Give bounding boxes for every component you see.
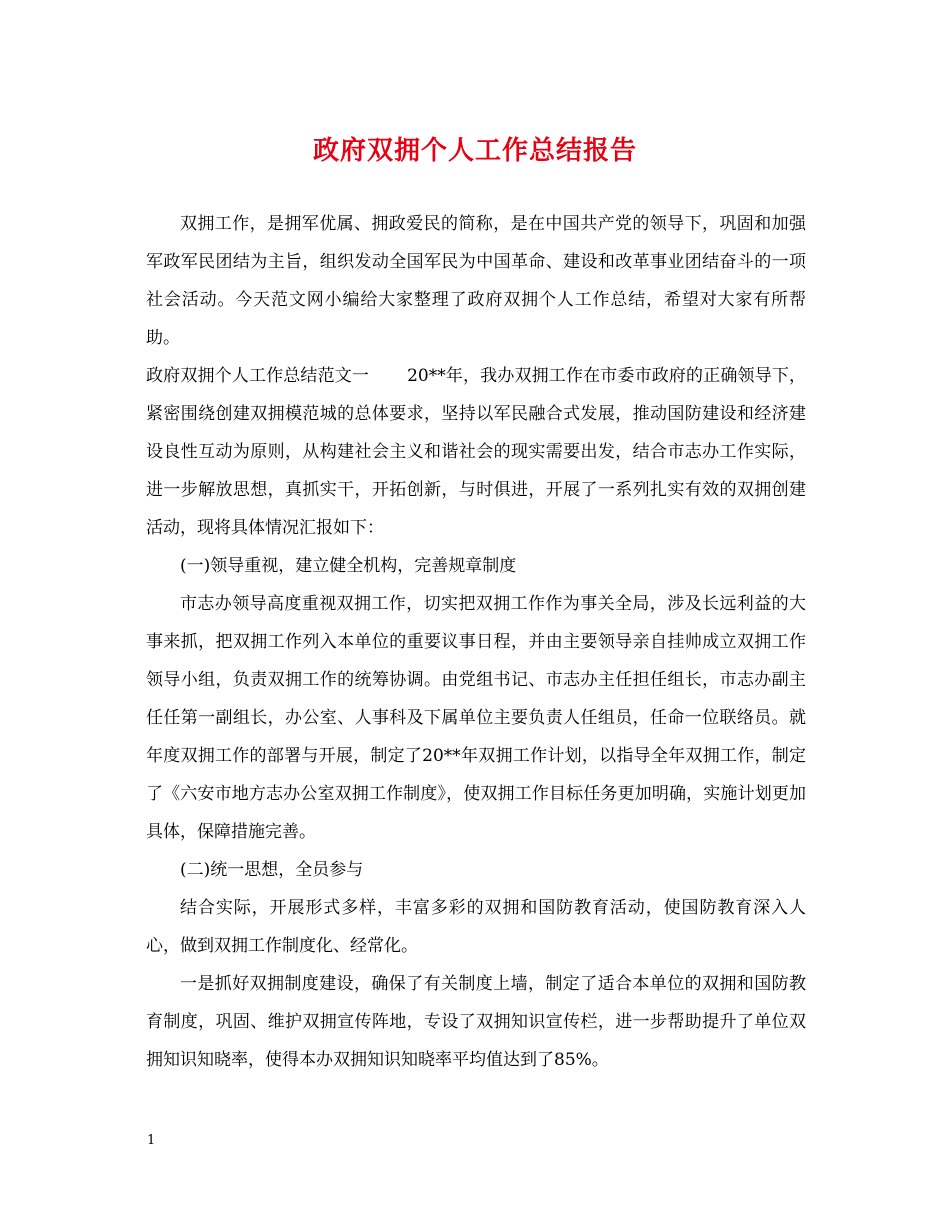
intro-paragraph: 双拥工作，是拥军优属、拥政爱民的简称，是在中国共产党的领导下，巩固和加强军政军民团结为主旨，组织发动全国军民为中国革命、建设和改革事业团结奋斗的一项社会活动。今天范文网小编给大家整理了政府双拥个人工作总结，希望对大家有所帮助。 — [146, 214, 806, 348]
document-body — [146, 205, 806, 1079]
sample-heading: 政府双拥个人工作总结范文一 — [146, 366, 370, 386]
page-number: 1 — [147, 1133, 156, 1148]
sample-opening-text: 20**年，我办双拥工作在市委市政府的正确领导下，紧密围绕创建双拥模范城的总体要求，坚持以军民融合式发展，推动国防建设和经济建设良性互动为原则，从构建社会主义和谐社会的现实需要出发，结合市志办工作实际，进一步解放思想，真抓实干，开拓创新，与时俱进，开展了一系列扎实有效的双拥创建活动，现将具体情况汇报如下： — [146, 366, 807, 538]
section2-item-1: 一是抓好双拥制度建设，确保了有关制度上墙，制定了适合本单位的双拥和国防教育制度，巩固、维护双拥宣传阵地，专设了双拥知识宣传栏，进一步帮助提升了单位双拥知识知晓率，使得本办双拥知识知晓率平均值达到了85%。 — [146, 974, 806, 1070]
section1-paragraph: 市志办领导高度重视双拥工作，切实把双拥工作作为事关全局，涉及长远利益的大事来抓，把双拥工作列入本单位的重要议事日程，并由主要领导亲自挂帅成立双拥工作领导小组，负责双拥工作的统筹协调。由党组书记、市志办主任担任组长，市志办副主任任第一副组长，办公室、人事科及下属单位主要负责人任组员，任命一位联络员。就年度双拥工作的部署与开展，制定了20**年双拥工作计划，以指导全年双拥工作，制定了《六安市地方志办公室双拥工作制度》，使双拥工作目标任务更加明确，实施计划更加具体，保障措施完善。 — [146, 594, 806, 842]
document-title: 政府双拥个人工作总结报告 — [312, 136, 637, 166]
section2-heading: (二)统一思想，全员参与 — [180, 860, 364, 880]
sample-opening-paragraph — [146, 357, 806, 547]
section1-heading: (一)领导重视，建立健全机构，完善规章制度 — [180, 556, 517, 576]
section2-paragraph: 结合实际，开展形式多样，丰富多彩的双拥和国防教育活动，使国防教育深入人心，做到双拥工作制度化、经常化。 — [146, 898, 806, 956]
